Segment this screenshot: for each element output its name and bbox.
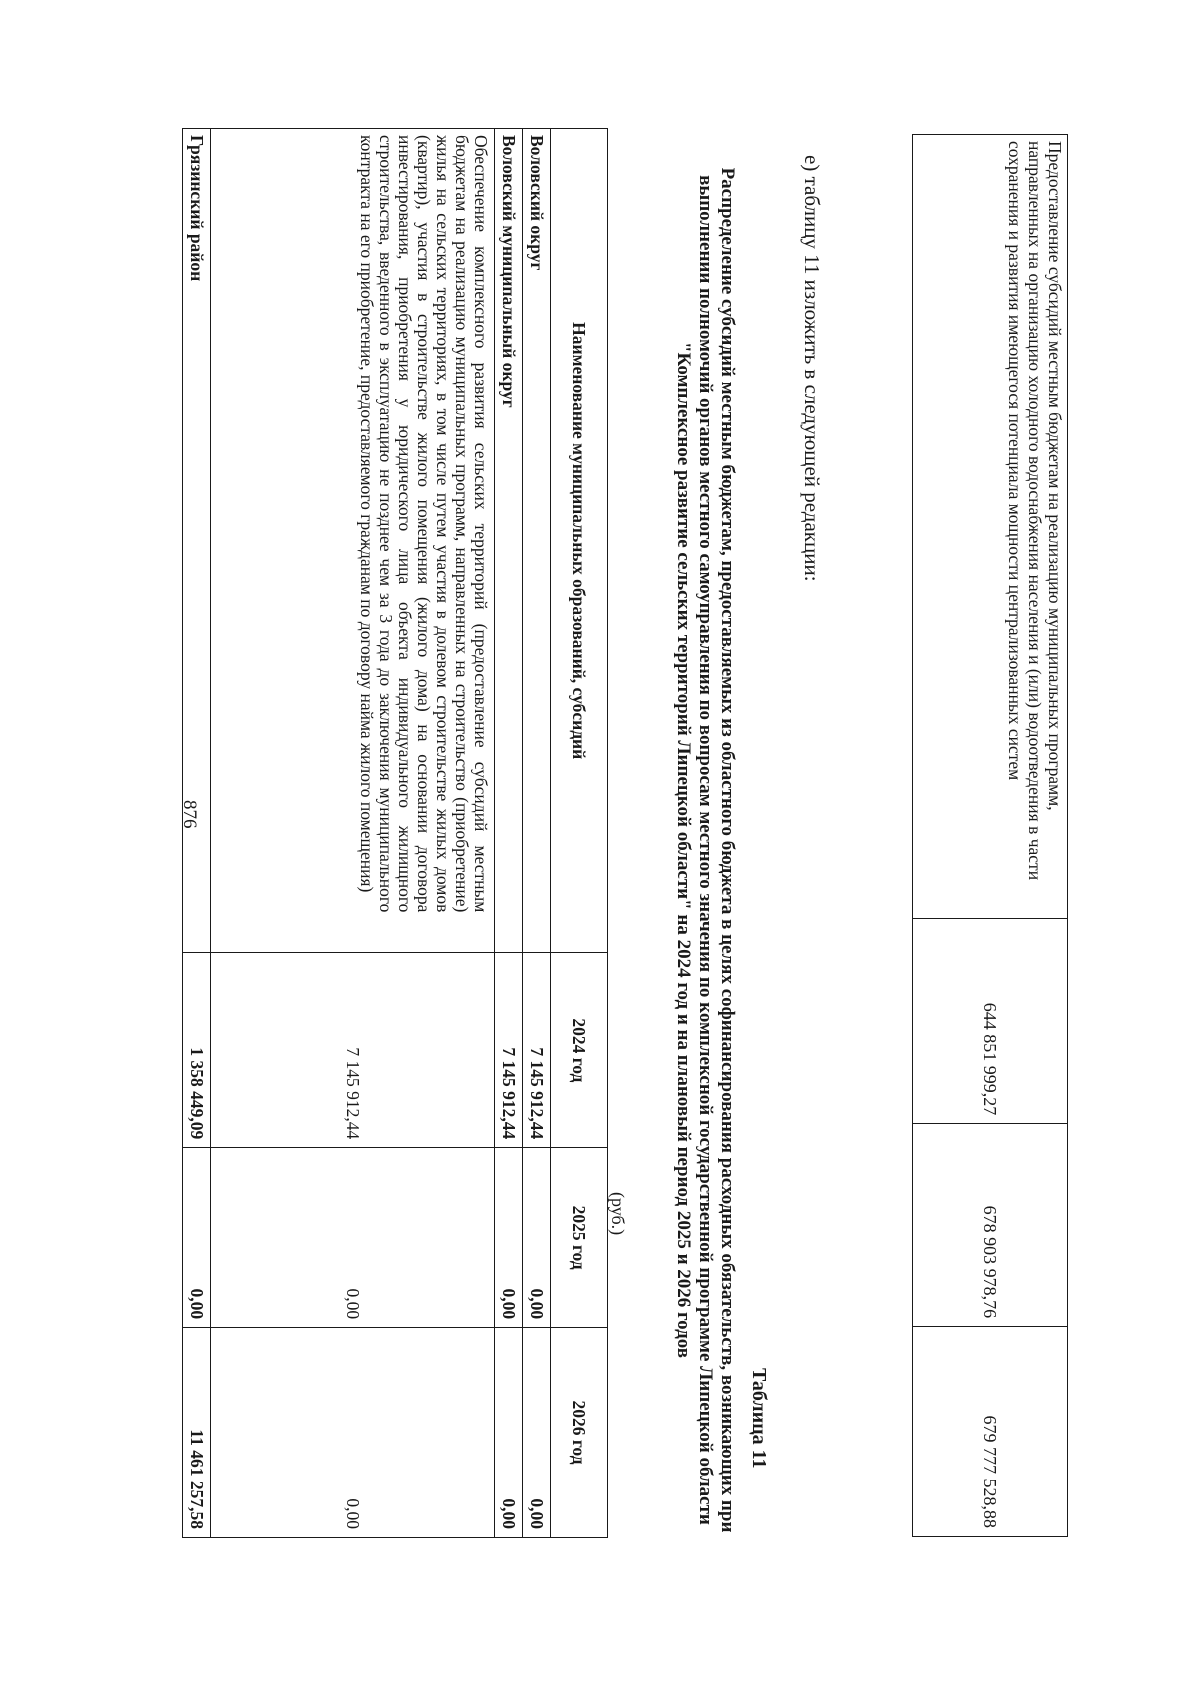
- value-2025-cell: 0,00: [211, 1148, 495, 1328]
- value-2024-cell: 7 145 912,44: [523, 953, 551, 1148]
- value-2026-cell: 0,00: [523, 1328, 551, 1538]
- table-row: [183, 129, 211, 1538]
- header-2024: 2024 год: [551, 953, 608, 1148]
- table-row: [523, 129, 551, 1538]
- value-2026-cell: 0,00: [211, 1328, 495, 1538]
- table-label: Таблица 11: [748, 1368, 770, 1469]
- value-2024-cell: 7 145 912,44: [211, 953, 495, 1148]
- header-2026: 2026 год: [551, 1328, 608, 1538]
- value-2026-cell: 11 461 257,58: [183, 1328, 211, 1538]
- value-2026-cell: 679 777 528,88: [913, 1327, 1068, 1537]
- row-name-cell: Предоставление субсидий местным бюджетам на реализацию муниципальных программ, направленных на организацию холодного водоснабжения населения и (или) водоотведения в части сохранения и развития имеющегося потенциала мощности централизованных систем: [913, 135, 1068, 919]
- value-2025-cell: 0,00: [183, 1148, 211, 1328]
- row-name-cell: Воловский округ: [523, 129, 551, 953]
- header-name: Наименование муниципальных образований, субсидий: [551, 129, 608, 953]
- header-2025: 2025 год: [551, 1148, 608, 1328]
- value-2025-cell: 678 903 978,76: [913, 1124, 1068, 1327]
- value-2024-cell: 7 145 912,44: [495, 953, 523, 1148]
- row-name-cell: Воловский муниципальный округ: [495, 129, 523, 953]
- unit-label: (руб.): [608, 1192, 628, 1236]
- table-row: [495, 129, 523, 1538]
- table-header-row: [551, 129, 608, 1538]
- value-2024-cell: 644 851 999,27: [913, 919, 1068, 1124]
- previous-table-fragment: [912, 134, 1068, 1537]
- page-number: 876: [179, 800, 200, 829]
- table-title: Распределение субсидий местным бюджетам, предоставляемых из областного бюджета в целях софинансирования расходных обязательств, возникающих при выполнении полномочий органов местного самоуправления по вопросам местного значения по комплексной государственной программе Липецкой области "Комплексное развитие сельских территорий Липецкой области" на 2024 год и на плановый период 2025 и 2026 годов: [673, 167, 738, 1533]
- value-2025-cell: 0,00: [495, 1148, 523, 1328]
- value-2026-cell: 0,00: [495, 1328, 523, 1538]
- value-2025-cell: 0,00: [523, 1148, 551, 1328]
- table-row: [211, 129, 495, 1538]
- row-name-cell: Грязинский район: [183, 129, 211, 953]
- row-name-cell: Обеспечение комплексного развития сельских территорий (предоставление субсидий местным бюджетам на реализацию муниципальных программ, направленных на строительство (приобретение) жилья на сельских территориях, в том числе путем участия в долевом строительстве жилых домов (квартир), участия в строительстве жилого помещения (жилого дома) на основании договора инвестирования, приобретения у юридического лица объекта индивидуального жилищного строительства, введенного в эксплуатацию не позднее чем за 3 года до заключения муниципального контракта на его приобретение, предоставляемого гражданам по договору найма жилого помещения): [211, 129, 495, 953]
- table-row: [913, 135, 1068, 1537]
- subsidy-table: [182, 128, 608, 1538]
- value-2024-cell: 1 358 449,09: [183, 953, 211, 1148]
- amendment-intro: е) таблицу 11 изложить в следующей редакции:: [800, 155, 824, 582]
